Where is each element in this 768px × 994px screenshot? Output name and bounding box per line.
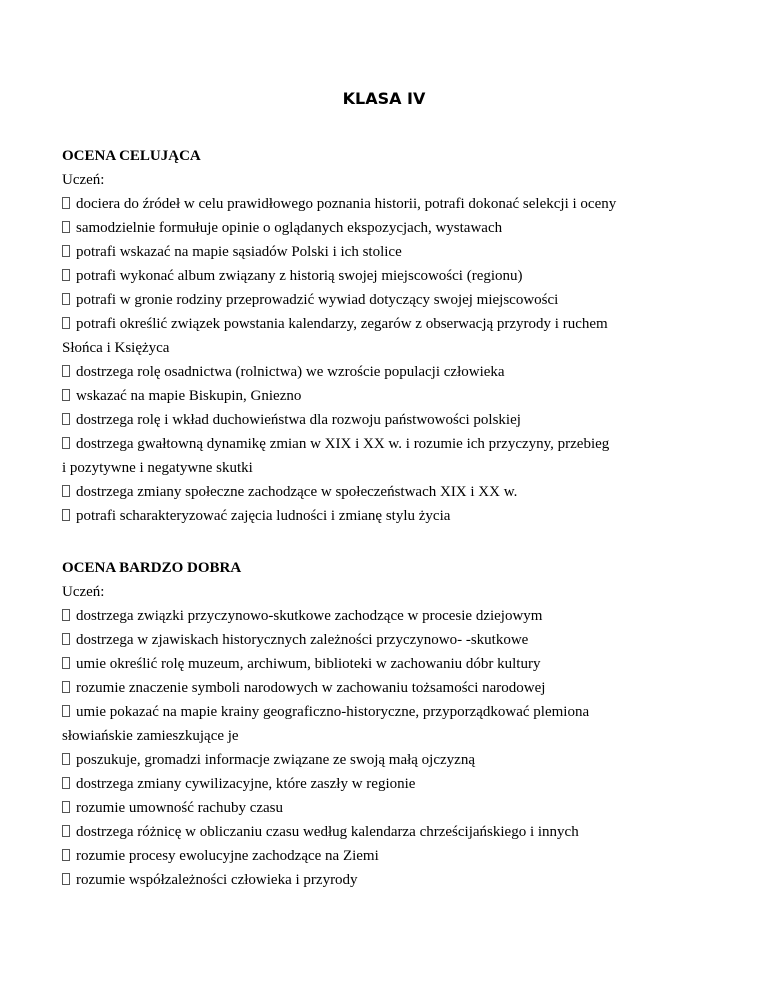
- list-item-line: [62, 288, 742, 312]
- list-item-text: samodzielnie formułuje opinie o oglądanych ekspozycjach, wystawach: [76, 220, 503, 236]
- list-item-text: dostrzega związki przyczynowo-skutkowe zachodzące w procesie dziejowym: [76, 608, 543, 624]
- missing-glyph-bullet-icon: [62, 389, 70, 401]
- list-item-line: [62, 408, 742, 432]
- list-item-line: [62, 844, 742, 868]
- section-intro: Uczeń:: [62, 172, 105, 188]
- missing-glyph-bullet-icon: [62, 437, 70, 449]
- list-item: [62, 676, 742, 700]
- list-item-continuation: [62, 336, 742, 360]
- section-heading: OCENA BARDZO DOBRA: [62, 560, 242, 576]
- missing-glyph-bullet-icon: [62, 753, 70, 765]
- missing-glyph-bullet-icon: [62, 509, 70, 521]
- missing-glyph-bullet-icon: [62, 485, 70, 497]
- list-item: [62, 192, 742, 216]
- missing-glyph-bullet-icon: [62, 801, 70, 813]
- list-item-text: dociera do źródeł w celu prawidłowego poznania historii, potrafi dokonać selekcji i oceny: [76, 196, 617, 212]
- list-item: [62, 432, 742, 480]
- list-item-text: rozumie procesy ewolucyjne zachodzące na Ziemi: [76, 848, 379, 864]
- list-item-line: [62, 820, 742, 844]
- list-item-line: [62, 700, 742, 724]
- list-item-line: [62, 264, 742, 288]
- list-item-line: [62, 504, 742, 528]
- list-item: [62, 748, 742, 772]
- missing-glyph-bullet-icon: [62, 825, 70, 837]
- missing-glyph-bullet-icon: [62, 705, 70, 717]
- list-item-text: dostrzega różnicę w obliczaniu czasu według kalendarza chrześcijańskiego i innych: [76, 824, 579, 840]
- list-item: [62, 628, 742, 652]
- list-item-text: rozumie współzależności człowieka i przyrody: [76, 872, 358, 888]
- list-item-text: potrafi wskazać na mapie sąsiadów Polski i ich stolice: [76, 244, 402, 260]
- list-item-line: [62, 216, 742, 240]
- list-item-line: [62, 868, 742, 892]
- list-item-line: [62, 480, 742, 504]
- list-item-line: [62, 192, 742, 216]
- list-item-line: [62, 796, 742, 820]
- list-item-text: dostrzega rolę osadnictwa (rolnictwa) we wzroście populacji człowieka: [76, 364, 505, 380]
- list-item: [62, 604, 742, 628]
- list-item: [62, 216, 742, 240]
- list-item-line: [62, 432, 742, 456]
- list-item: [62, 796, 742, 820]
- list-item-text: i pozytywne i negatywne skutki: [62, 460, 253, 476]
- missing-glyph-bullet-icon: [62, 269, 70, 281]
- list-item-text: dostrzega w zjawiskach historycznych zależności przyczynowo- -skutkowe: [76, 632, 529, 648]
- list-item-text: dostrzega gwałtowną dynamikę zmian w XIX i XX w. i rozumie ich przyczyny, przebieg: [76, 436, 610, 452]
- list-item: [62, 312, 742, 360]
- list-item: [62, 652, 742, 676]
- list-item-text: rozumie umowność rachuby czasu: [76, 800, 284, 816]
- list-item: [62, 820, 742, 844]
- list-item: [62, 844, 742, 868]
- list-item-text: Słońca i Księżyca: [62, 340, 170, 356]
- missing-glyph-bullet-icon: [62, 197, 70, 209]
- list-item-text: wskazać na mapie Biskupin, Gniezno: [76, 388, 302, 404]
- list-item-text: umie określić rolę muzeum, archiwum, biblioteki w zachowaniu dóbr kultury: [76, 656, 541, 672]
- list-item-line: [62, 312, 742, 336]
- missing-glyph-bullet-icon: [62, 633, 70, 645]
- list-item-text: słowiańskie zamieszkujące je: [62, 728, 239, 744]
- missing-glyph-bullet-icon: [62, 657, 70, 669]
- missing-glyph-bullet-icon: [62, 777, 70, 789]
- missing-glyph-bullet-icon: [62, 413, 70, 425]
- list-item-continuation: [62, 456, 742, 480]
- list-item: [62, 772, 742, 796]
- missing-glyph-bullet-icon: [62, 849, 70, 861]
- section-ocena-celujaca: [62, 144, 742, 528]
- list-item: [62, 384, 742, 408]
- list-item: [62, 360, 742, 384]
- list-item-text: potrafi wykonać album związany z historią swojej miejscowości (regionu): [76, 268, 523, 284]
- list-item-line: [62, 604, 742, 628]
- list-item-text: potrafi określić związek powstania kalendarzy, zegarów z obserwacją przyrody i ruchem: [76, 316, 608, 332]
- missing-glyph-bullet-icon: [62, 317, 70, 329]
- list-item-continuation: [62, 724, 742, 748]
- section-intro: Uczeń:: [62, 584, 105, 600]
- list-item-text: dostrzega rolę i wkład duchowieństwa dla rozwoju państwowości polskiej: [76, 412, 521, 428]
- missing-glyph-bullet-icon: [62, 365, 70, 377]
- list-item: [62, 700, 742, 748]
- missing-glyph-bullet-icon: [62, 293, 70, 305]
- list-item: [62, 504, 742, 528]
- missing-glyph-bullet-icon: [62, 873, 70, 885]
- missing-glyph-bullet-icon: [62, 609, 70, 621]
- list-item-text: umie pokazać na mapie krainy geograficzno-historyczne, przyporządkować plemiona: [76, 704, 590, 720]
- list-item-line: [62, 772, 742, 796]
- list-item: [62, 288, 742, 312]
- list-item-line: [62, 652, 742, 676]
- document-title: KLASA IV: [342, 89, 426, 108]
- list-item: [62, 408, 742, 432]
- missing-glyph-bullet-icon: [62, 245, 70, 257]
- list-item-text: potrafi scharakteryzować zajęcia ludności i zmianę stylu życia: [76, 508, 451, 524]
- list-item-line: [62, 748, 742, 772]
- criteria-list: [62, 192, 742, 528]
- list-item-text: rozumie znaczenie symboli narodowych w zachowaniu tożsamości narodowej: [76, 680, 546, 696]
- list-item-text: poszukuje, gromadzi informacje związane ze swoją małą ojczyzną: [76, 752, 475, 768]
- criteria-list: [62, 604, 742, 892]
- list-item: [62, 868, 742, 892]
- list-item-line: [62, 240, 742, 264]
- list-item-line: [62, 628, 742, 652]
- list-item-line: [62, 360, 742, 384]
- list-item: [62, 480, 742, 504]
- list-item-text: potrafi w gronie rodziny przeprowadzić wywiad dotyczący swojej miejscowości: [76, 292, 559, 308]
- missing-glyph-bullet-icon: [62, 221, 70, 233]
- list-item-text: dostrzega zmiany cywilizacyjne, które zaszły w regionie: [76, 776, 416, 792]
- section-heading: OCENA CELUJĄCA: [62, 148, 201, 164]
- list-item: [62, 264, 742, 288]
- list-item-line: [62, 676, 742, 700]
- section-ocena-bardzo-dobra: [62, 556, 742, 892]
- list-item-text: dostrzega zmiany społeczne zachodzące w społeczeństwach XIX i XX w.: [76, 484, 518, 500]
- missing-glyph-bullet-icon: [62, 681, 70, 693]
- list-item-line: [62, 384, 742, 408]
- list-item: [62, 240, 742, 264]
